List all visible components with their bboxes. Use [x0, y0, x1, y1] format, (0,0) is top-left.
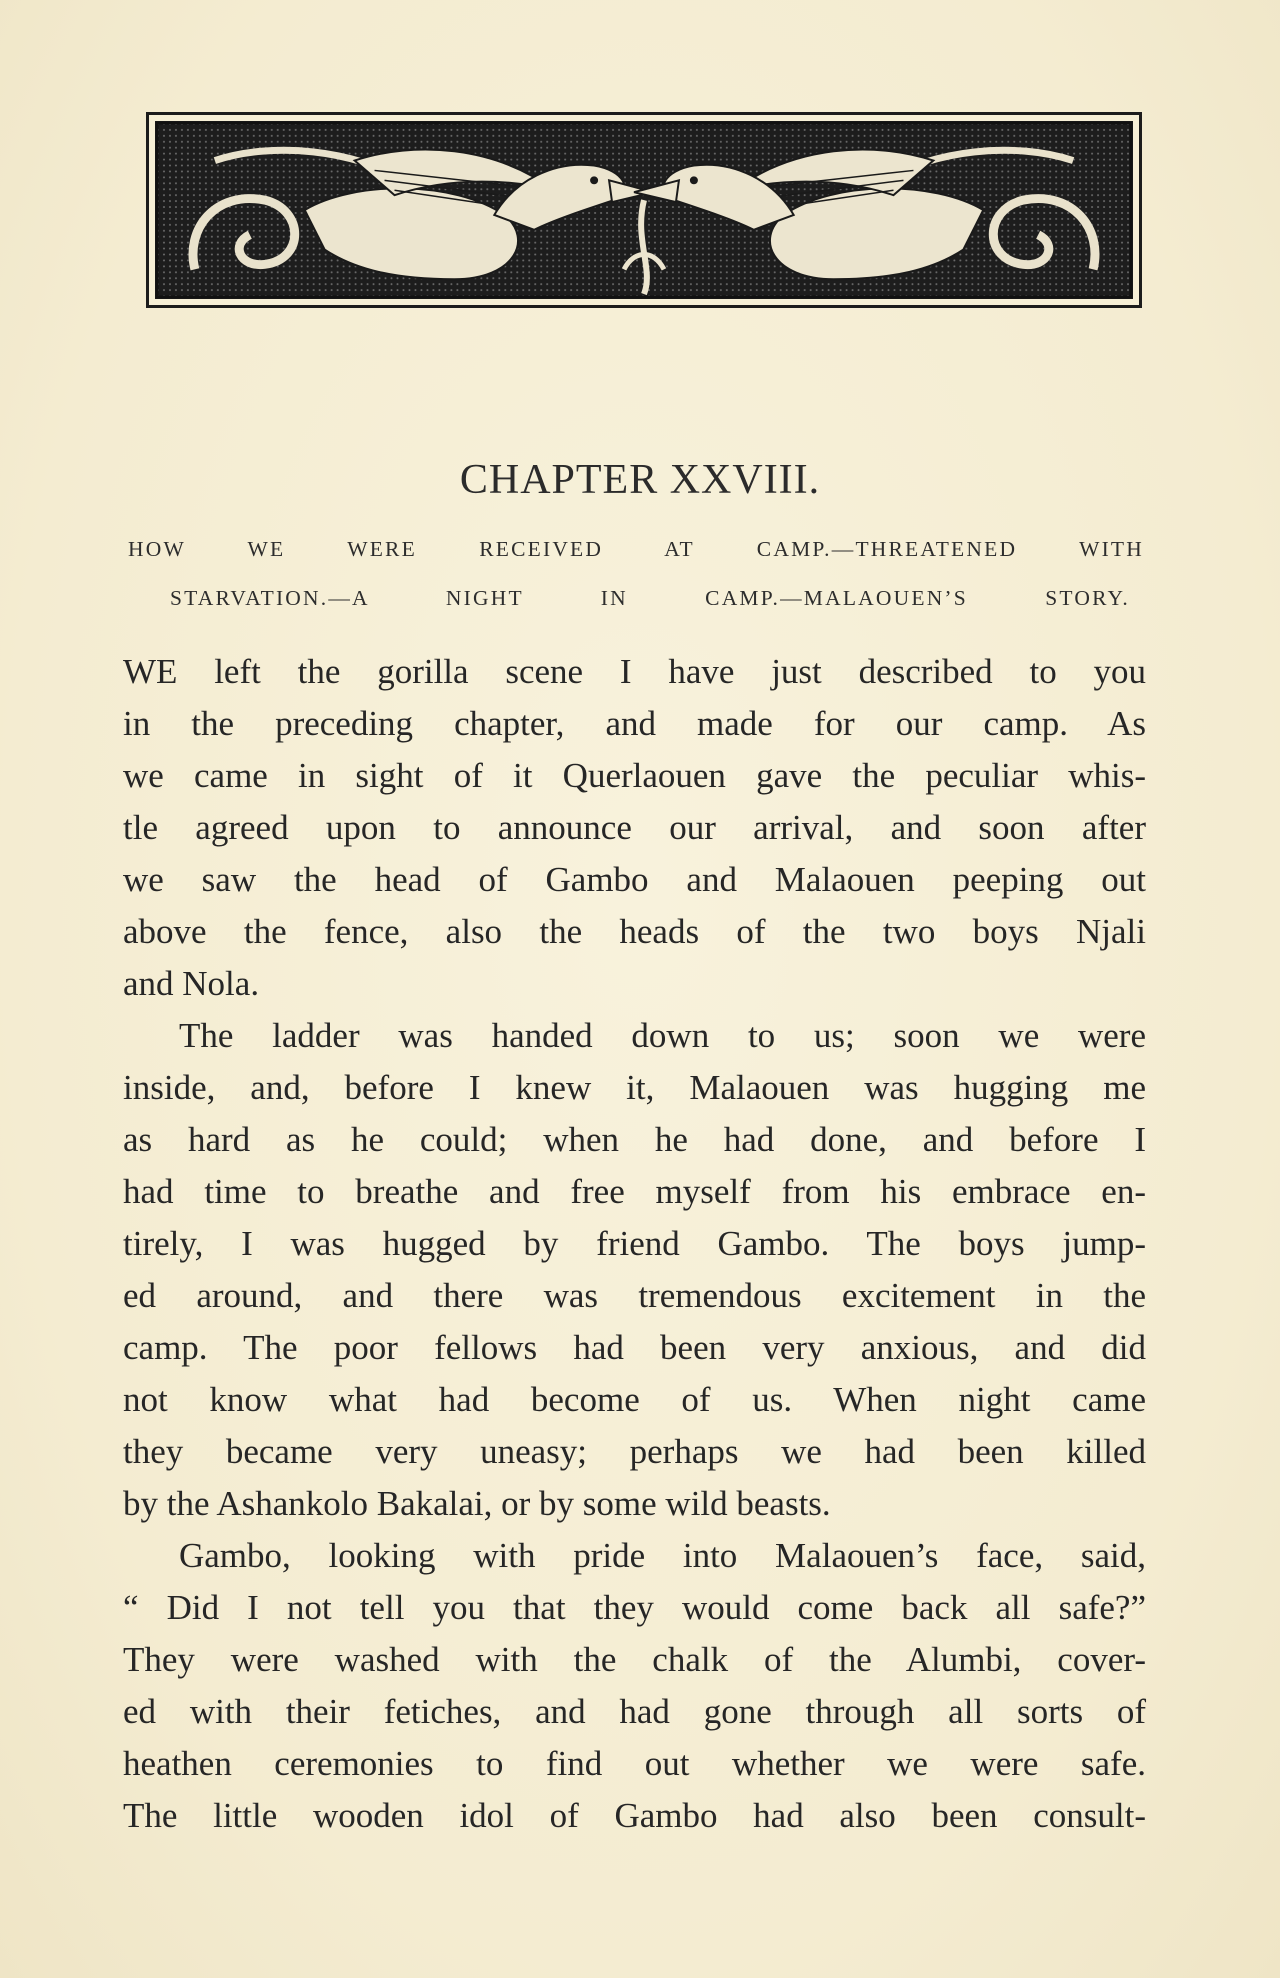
chapter-summary-line-2: STARVATION.—A NIGHT IN CAMP.—MALAOUEN’S STORY.: [170, 586, 1130, 610]
chapter-summary-line-1: HOW WE WERE RECEIVED AT CAMP.—THREATENED WITH: [128, 537, 1144, 561]
body-line: ed with their fetiches, and had gone through all sorts of: [123, 1692, 1146, 1731]
ornamental-headpiece: [146, 112, 1142, 308]
body-line: ed around, and there was tremendous excitement in the: [123, 1276, 1146, 1315]
body-line: The ladder was handed down to us; soon we were: [179, 1016, 1146, 1055]
griffin-ornament-icon: [155, 121, 1133, 299]
body-line: we came in sight of it Querlaouen gave the peculiar whis-: [123, 756, 1146, 795]
body-line: Gambo, looking with pride into Malaouen’s face, said,: [179, 1536, 1146, 1575]
body-line: camp. The poor fellows had been very anxious, and did: [123, 1328, 1146, 1367]
body-line: we saw the head of Gambo and Malaouen peeping out: [123, 860, 1146, 899]
body-line: by the Ashankolo Bakalai, or by some wild beasts.: [123, 1484, 831, 1523]
body-line: They were washed with the chalk of the Alumbi, cover-: [123, 1640, 1146, 1679]
body-line: The little wooden idol of Gambo had also been consult-: [123, 1796, 1146, 1835]
body-line: heathen ceremonies to find out whether we were safe.: [123, 1744, 1146, 1783]
body-line: above the fence, also the heads of the two boys Njali: [123, 912, 1146, 951]
body-line: “ Did I not tell you that they would come back all safe?”: [123, 1588, 1146, 1627]
body-line: tle agreed upon to announce our arrival, and soon after: [123, 808, 1146, 847]
body-line: inside, and, before I knew it, Malaouen was hugging me: [123, 1068, 1146, 1107]
body-line: in the preceding chapter, and made for our camp. As: [123, 704, 1146, 743]
body-line: they became very uneasy; perhaps we had been killed: [123, 1432, 1146, 1471]
body-line: tirely, I was hugged by friend Gambo. The boys jump-: [123, 1224, 1146, 1263]
chapter-title: CHAPTER XXVIII.: [459, 457, 821, 503]
body-line: not know what had become of us. When night came: [123, 1380, 1146, 1419]
body-line: had time to breathe and free myself from his embrace en-: [123, 1172, 1146, 1211]
body-line: and Nola.: [123, 964, 260, 1003]
body-line: as hard as he could; when he had done, and before I: [123, 1120, 1146, 1159]
body-line: WE left the gorilla scene I have just described to you: [123, 652, 1146, 691]
chapter-body-text: [123, 646, 1146, 1842]
